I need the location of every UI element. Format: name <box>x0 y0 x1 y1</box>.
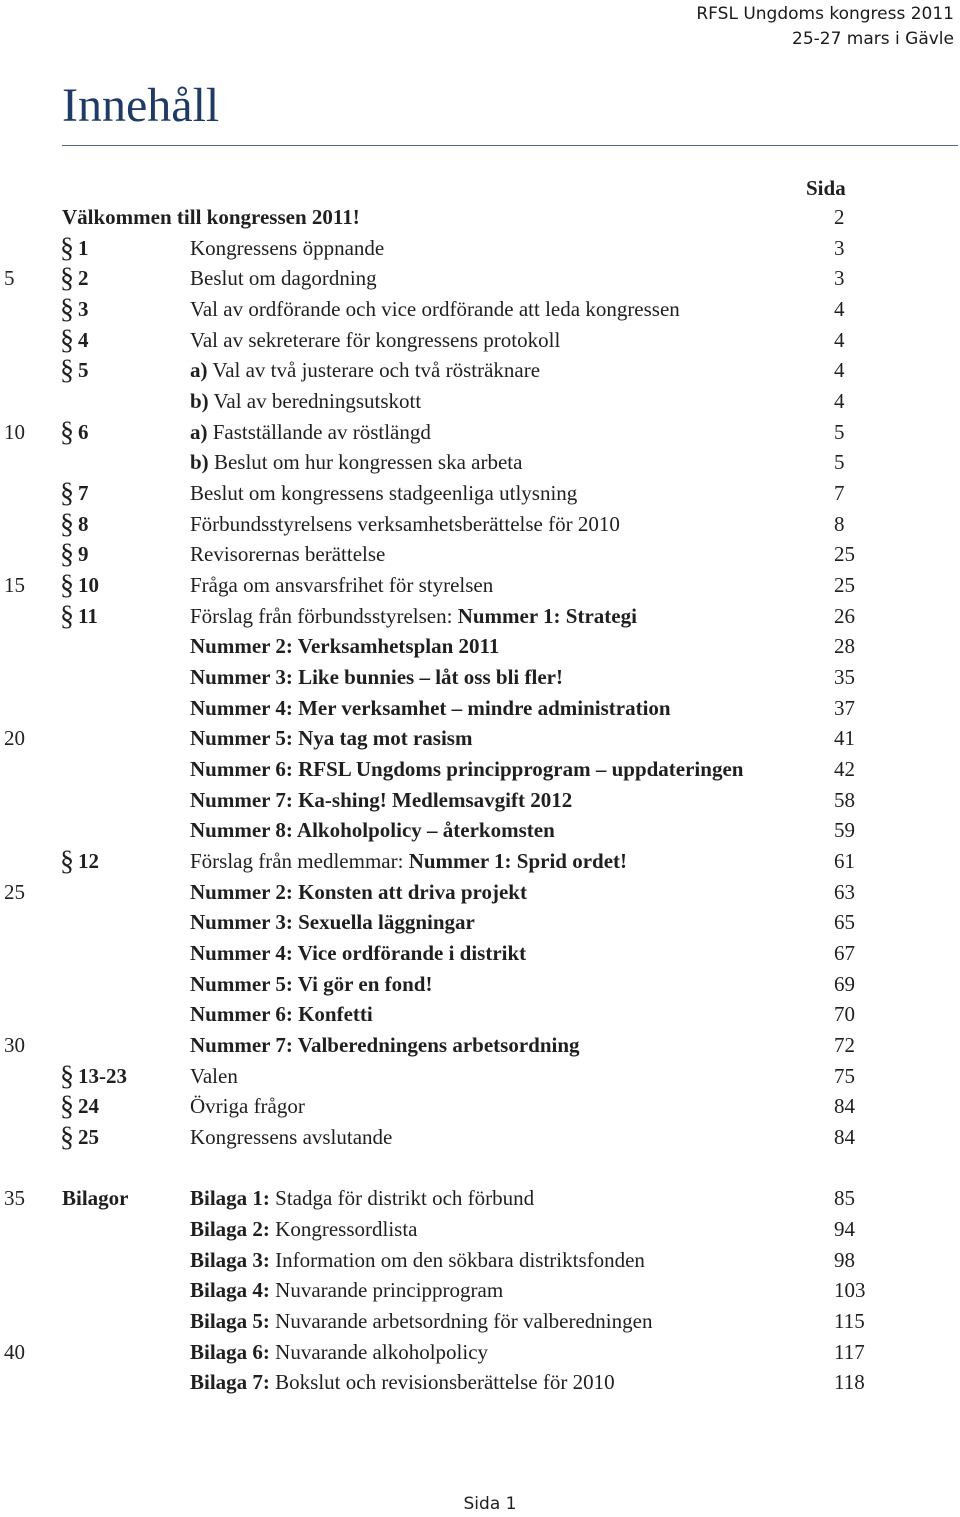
entry-text: Förslag från medlemmar: <box>190 849 409 874</box>
page-number: 25 <box>834 573 855 598</box>
line-number: 15 <box>4 573 25 598</box>
appendix-entry-text <box>190 1275 503 1305</box>
entry-text: Val av sekreterare för kongressens protokoll <box>190 327 561 352</box>
entry-bold-text: b) <box>190 450 209 475</box>
page-number: 61 <box>834 849 855 874</box>
toc-row <box>0 509 960 539</box>
toc-row <box>0 877 960 907</box>
entry-text: Valen <box>190 1063 238 1088</box>
toc-row <box>0 938 960 968</box>
page-column-heading: Sida <box>806 176 846 200</box>
toc-entry-text <box>190 693 671 723</box>
paragraph-icon: § <box>60 416 74 448</box>
entry-bold-text: a) <box>190 358 208 383</box>
entry-bold-text: a) <box>190 419 208 444</box>
section-number: 25 <box>78 1125 99 1150</box>
entry-bold-text: Nummer 1: Sprid ordet! <box>408 849 628 874</box>
page-number: 2 <box>834 205 845 229</box>
toc-entry-text <box>190 1122 392 1152</box>
page-number: 59 <box>834 818 855 843</box>
toc-row <box>0 417 960 447</box>
page-number: 4 <box>834 389 845 414</box>
toc-entry-text <box>190 325 560 355</box>
toc-entry-text <box>190 1030 580 1060</box>
entry-bold-text: Nummer 3: Sexuella läggningar <box>190 910 475 935</box>
paragraph-icon: § <box>60 355 74 387</box>
header-line-1: RFSL Ungdoms kongress 2011 <box>696 4 954 24</box>
appendix-title: Nuvarande alkoholpolicy <box>269 1339 489 1364</box>
page-number: 8 <box>834 511 845 536</box>
section-number: 4 <box>78 327 89 352</box>
appendix-entry-text <box>190 1214 418 1244</box>
paragraph-icon: § <box>60 324 74 356</box>
paragraph-icon: § <box>60 232 74 264</box>
appendix-number: Bilaga 5: <box>190 1309 270 1334</box>
toc-entry-text <box>190 447 522 477</box>
paragraph-icon: § <box>60 508 74 540</box>
appendix-row <box>0 1337 960 1367</box>
line-number: 35 <box>4 1186 25 1211</box>
page-number: 98 <box>834 1247 855 1272</box>
toc-entry-text <box>190 846 627 876</box>
appendix-row <box>0 1183 960 1213</box>
entry-text: Förslag från förbundsstyrelsen: <box>190 603 458 628</box>
toc-row <box>0 263 960 293</box>
toc-entry-text <box>190 386 421 416</box>
entry-bold-text: Nummer 5: Vi gör en fond! <box>190 971 433 996</box>
appendix-heading: Bilagor <box>62 1186 129 1211</box>
toc-row <box>0 539 960 569</box>
page-number: 7 <box>834 481 845 506</box>
toc-row <box>0 601 960 631</box>
toc-row <box>0 1030 960 1060</box>
page-number: 3 <box>834 235 845 260</box>
toc-entry-text <box>190 478 577 508</box>
paragraph-icon: § <box>60 600 74 632</box>
section-number: 24 <box>78 1094 99 1119</box>
entry-text: Revisorernas berättelse <box>190 542 386 567</box>
appendix-title: Nuvarande arbetsordning för valberedningen <box>269 1309 653 1334</box>
section-number: 11 <box>78 603 98 628</box>
toc-entry-text <box>190 938 526 968</box>
toc-row <box>0 1122 960 1152</box>
entry-bold-text: Nummer 4: Mer verksamhet – mindre administration <box>190 695 671 720</box>
entry-text: Förbundsstyrelsens verksamhetsberättelse för 2010 <box>190 511 620 536</box>
entry-bold-text: Nummer 7: Ka-shing! Medlemsavgift 2012 <box>190 787 573 812</box>
section-number: 13-23 <box>78 1063 127 1088</box>
section-number: 5 <box>78 358 89 383</box>
toc-row <box>0 662 960 692</box>
entry-text: Val av två justerare och två rösträknare <box>207 358 541 383</box>
toc-row <box>0 570 960 600</box>
appendix-number: Bilaga 4: <box>190 1278 270 1303</box>
page-number: 69 <box>834 971 855 996</box>
toc-entry-text <box>190 1061 238 1091</box>
appendix-entry-text <box>190 1183 534 1213</box>
page-number: 28 <box>834 634 855 659</box>
page-number: 117 <box>834 1339 865 1364</box>
entry-text: Kongressens öppnande <box>190 235 385 260</box>
line-number: 25 <box>4 879 25 904</box>
toc-row <box>0 325 960 355</box>
page-number: 5 <box>834 419 845 444</box>
toc-entry-text <box>190 539 385 569</box>
entry-bold-text: Nummer 4: Vice ordförande i distrikt <box>190 941 527 966</box>
paragraph-icon: § <box>60 294 74 325</box>
toc-row <box>0 907 960 937</box>
toc-row <box>0 233 960 263</box>
entry-bold-text: Nummer 7: Valberedningens arbetsordning <box>190 1033 580 1058</box>
page-number: 41 <box>834 726 855 751</box>
appendix-entry-text <box>190 1245 645 1275</box>
toc-row <box>0 693 960 723</box>
appendix-number: Bilaga 2: <box>190 1217 270 1242</box>
section-number: 7 <box>78 481 89 506</box>
page-number: 35 <box>834 665 855 690</box>
entry-text: Val av beredningsutskott <box>208 389 422 414</box>
page-number: 63 <box>834 879 855 904</box>
page-number: 75 <box>834 1063 855 1088</box>
entry-bold-text: b) <box>190 389 209 414</box>
entry-text: Fastställande av röstlängd <box>207 419 431 444</box>
toc-row <box>0 754 960 784</box>
toc-entry-text <box>190 785 572 815</box>
toc-row <box>0 478 960 508</box>
entry-bold-text: Nummer 6: Konfetti <box>190 1002 373 1027</box>
appendix-row <box>0 1306 960 1336</box>
toc-row <box>0 969 960 999</box>
entry-bold-text: Nummer 6: RFSL Ungdoms principprogram – uppdateringen <box>190 757 744 782</box>
entry-bold-text: Nummer 8: Alkoholpolicy – återkomsten <box>190 818 555 843</box>
page-number: 67 <box>834 941 855 966</box>
entry-bold-text: Nummer 2: Konsten att driva projekt <box>190 879 527 904</box>
toc-entry-text <box>190 570 493 600</box>
page-number: 26 <box>834 603 855 628</box>
toc-entry-text <box>190 509 620 539</box>
appendix-title: Kongressordlista <box>269 1217 418 1242</box>
paragraph-icon: § <box>60 570 74 602</box>
toc-entry-text <box>190 233 384 263</box>
page-number: 94 <box>834 1217 855 1242</box>
toc-row <box>0 815 960 845</box>
paragraph-icon: § <box>60 478 74 510</box>
toc-entry-text <box>190 263 377 293</box>
section-number: 8 <box>78 511 89 536</box>
appendix-entry-text <box>190 1367 615 1397</box>
header-line-2: 25-27 mars i Gävle <box>792 29 954 49</box>
paragraph-icon: § <box>60 539 74 571</box>
toc-row <box>0 1091 960 1121</box>
page-number: 65 <box>834 910 855 935</box>
line-number: 5 <box>4 266 15 291</box>
toc-row <box>0 447 960 477</box>
appendix-row <box>0 1367 960 1397</box>
entry-bold-text: Nummer 3: Like bunnies – låt oss bli fler! <box>190 665 563 690</box>
toc-row <box>0 723 960 753</box>
toc-row <box>0 202 960 232</box>
appendix-row <box>0 1245 960 1275</box>
entry-bold-text: Nummer 5: Nya tag mot rasism <box>190 726 473 751</box>
page-number: 4 <box>834 358 845 383</box>
page-number: 85 <box>834 1186 855 1211</box>
toc-row <box>0 386 960 416</box>
toc-entry-text <box>190 355 540 385</box>
appendix-number: Bilaga 7: <box>190 1370 270 1395</box>
page-footer: Sida 1 <box>463 1494 517 1514</box>
toc-row <box>0 631 960 661</box>
page-number: 4 <box>834 297 845 321</box>
section-number: 6 <box>78 419 89 444</box>
appendix-title: Stadga för distrikt och förbund <box>269 1186 535 1211</box>
toc-entry-text <box>190 601 637 631</box>
line-number: 10 <box>4 419 25 444</box>
page-number: 37 <box>834 695 855 720</box>
toc-row <box>0 785 960 815</box>
page-header <box>696 2 954 52</box>
appendix-title: Nuvarande principprogram <box>269 1278 504 1303</box>
appendix-title: Bokslut och revisionsberättelse för 2010 <box>269 1370 615 1395</box>
section-number: 2 <box>78 266 89 291</box>
page-number: 118 <box>834 1370 865 1395</box>
toc-entry-text <box>190 662 563 692</box>
toc-entry-text <box>190 1091 305 1121</box>
page-number: 115 <box>834 1309 865 1334</box>
appendix-entry-text <box>190 1306 652 1336</box>
appendix-entry-text <box>190 1337 488 1367</box>
toc-row <box>0 294 960 324</box>
toc-entry-text <box>190 294 680 324</box>
appendix-row <box>0 1214 960 1244</box>
line-number: 30 <box>4 1033 25 1058</box>
page-number: 5 <box>834 450 845 475</box>
entry-text: Kongressens avslutande <box>190 1125 393 1150</box>
entry-text: Övriga frågor <box>190 1094 305 1119</box>
paragraph-icon: § <box>60 846 74 878</box>
appendix-number: Bilaga 3: <box>190 1247 270 1272</box>
appendix-row <box>0 1275 960 1305</box>
line-number: 20 <box>4 726 25 751</box>
entry-text: Val av ordförande och vice ordförande att leda kongressen <box>190 297 680 321</box>
paragraph-icon: § <box>60 1091 74 1123</box>
entry-bold-text: Nummer 1: Strategi <box>457 603 637 628</box>
page-number: 42 <box>834 757 855 782</box>
appendix-number: Bilaga 1: <box>190 1186 270 1211</box>
paragraph-icon: § <box>60 1122 74 1154</box>
page-number: 84 <box>834 1125 855 1150</box>
page-number: 72 <box>834 1033 855 1058</box>
toc-row <box>0 1061 960 1091</box>
toc-entry-text <box>190 815 555 845</box>
toc-entry-text <box>190 723 472 753</box>
section-number: 9 <box>78 542 89 567</box>
toc-row <box>0 999 960 1029</box>
page-number: 84 <box>834 1094 855 1119</box>
page-number: 58 <box>834 787 855 812</box>
toc-entry-text <box>190 417 431 447</box>
appendix-title: Information om den sökbara distriktsfonden <box>269 1247 645 1272</box>
line-number: 40 <box>4 1339 25 1364</box>
page-number: 3 <box>834 266 845 291</box>
page-number: 103 <box>834 1278 866 1303</box>
title-rule <box>62 145 958 146</box>
toc-entry-text <box>190 969 432 999</box>
section-number: 3 <box>78 297 89 321</box>
page-title: Innehåll <box>62 79 220 132</box>
page-number: 4 <box>834 327 845 352</box>
paragraph-icon: § <box>60 263 74 295</box>
page-number: 70 <box>834 1002 855 1027</box>
page-number: 25 <box>834 542 855 567</box>
toc-row <box>0 846 960 876</box>
toc-entry-text <box>190 631 499 661</box>
toc-row <box>0 355 960 385</box>
section-number: 12 <box>78 849 99 874</box>
toc-entry-text <box>190 877 527 907</box>
entry-text: Fråga om ansvarsfrihet för styrelsen <box>190 573 494 598</box>
entry-bold-text: Nummer 2: Verksamhetsplan 2011 <box>190 634 500 659</box>
section-number: 1 <box>78 235 89 260</box>
entry-text: Beslut om kongressens stadgeenliga utlysning <box>190 481 578 506</box>
section-number: 10 <box>78 573 99 598</box>
toc-entry-text <box>190 999 373 1029</box>
toc-entry-text <box>190 754 743 784</box>
toc-entry-title: Välkommen till kongressen 2011! <box>62 205 360 229</box>
entry-text: Beslut om dagordning <box>190 266 377 291</box>
appendix-number: Bilaga 6: <box>190 1339 270 1364</box>
toc-entry-text <box>190 907 475 937</box>
entry-text: Beslut om hur kongressen ska arbeta <box>208 450 523 475</box>
paragraph-icon: § <box>60 1060 74 1092</box>
